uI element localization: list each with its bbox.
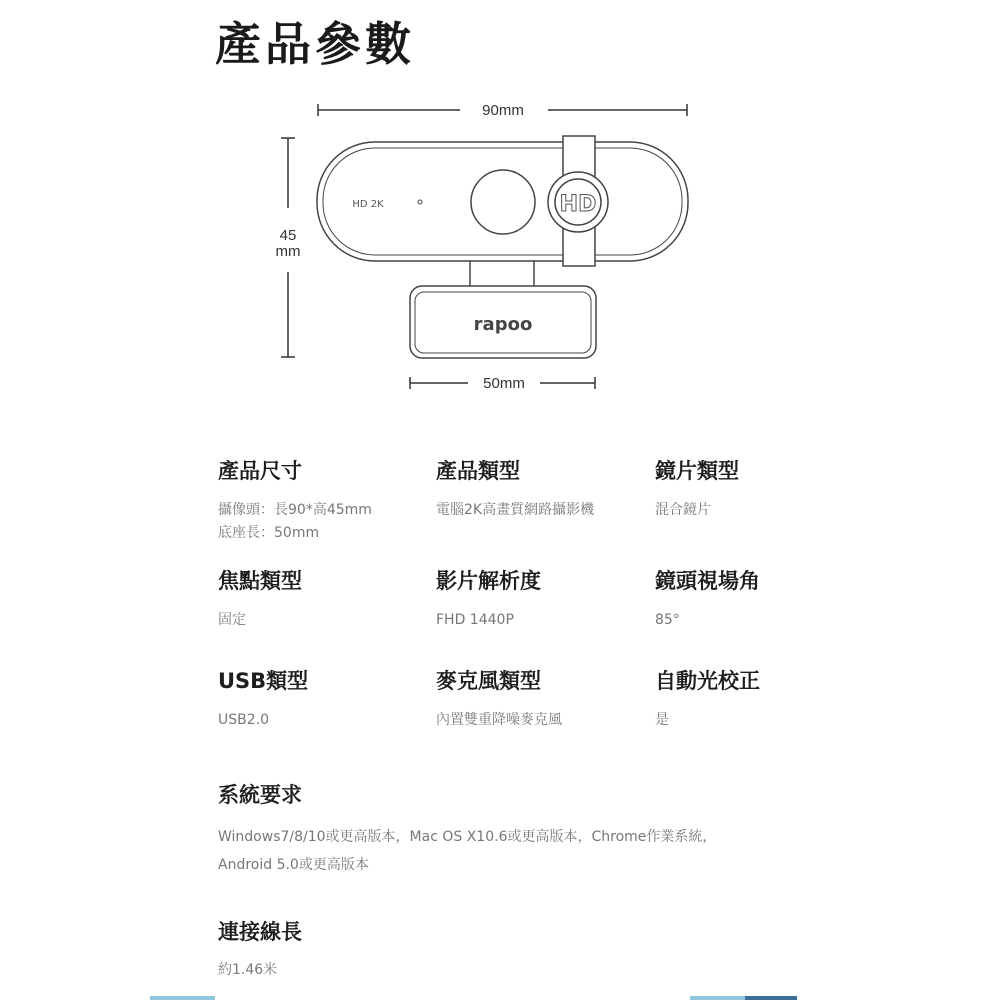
spec-value: 85° <box>655 612 680 628</box>
spec-label: 麥克風類型 <box>436 669 541 693</box>
system-line-2: Android 5.0或更高版本 <box>218 857 369 873</box>
spec-mic-type <box>436 665 646 732</box>
spec-value: 固定 <box>218 612 246 628</box>
hd2k-label: HD 2K <box>352 199 384 210</box>
height-label-value: 45 <box>279 227 297 244</box>
page-title: 產品參數 <box>215 17 415 71</box>
spec-product-type <box>436 455 646 522</box>
width-label: 90mm <box>482 102 524 119</box>
decorative-bar <box>690 996 745 1000</box>
system-label: 系統要求 <box>218 783 302 807</box>
spec-label: 影片解析度 <box>436 569 541 593</box>
brand-logo: rapoo <box>473 314 533 335</box>
spec-fov <box>655 565 865 632</box>
system-line-1: Windows7/8/10或更高版本，Mac OS X10.6或更高版本，Chrome作業系統， <box>218 829 717 845</box>
spec-value: 攝像頭：長90*高45mm <box>218 502 372 518</box>
decorative-bar <box>745 996 797 1000</box>
spec-value: USB2.0 <box>218 712 270 728</box>
spec-label: 鏡片類型 <box>655 459 739 483</box>
webcam-dimension-diagram <box>0 0 1000 400</box>
cable-length <box>218 916 818 984</box>
spec-value: 底座長：50mm <box>218 525 320 541</box>
hd-slider-label: HD <box>559 192 597 217</box>
spec-resolution <box>436 565 646 632</box>
spec-value: FHD 1440P <box>436 612 514 628</box>
spec-value: 是 <box>655 712 669 728</box>
spec-label: USB類型 <box>218 669 309 693</box>
spec-usb-type <box>218 665 428 732</box>
base-label: 50mm <box>483 375 525 392</box>
spec-focus-type <box>218 565 428 632</box>
spec-size <box>218 455 428 545</box>
spec-label: 自動光校正 <box>655 669 760 693</box>
spec-value: 電腦2K高畫質網路攝影機 <box>436 502 595 518</box>
spec-label: 焦點類型 <box>218 569 302 593</box>
decorative-bar <box>150 996 215 1000</box>
spec-label: 產品尺寸 <box>218 459 302 483</box>
spec-value: 混合鏡片 <box>655 502 711 518</box>
height-label-unit: mm <box>275 243 301 260</box>
spec-value: 內置雙重降噪麥克風 <box>436 712 562 728</box>
cable-value: 約1.46米 <box>218 962 278 978</box>
system-requirements <box>218 779 818 879</box>
spec-lens-type <box>655 455 865 522</box>
spec-auto-light <box>655 665 865 732</box>
spec-label: 鏡頭視場角 <box>655 569 760 593</box>
cable-label: 連接線長 <box>218 920 302 944</box>
spec-label: 產品類型 <box>436 459 520 483</box>
